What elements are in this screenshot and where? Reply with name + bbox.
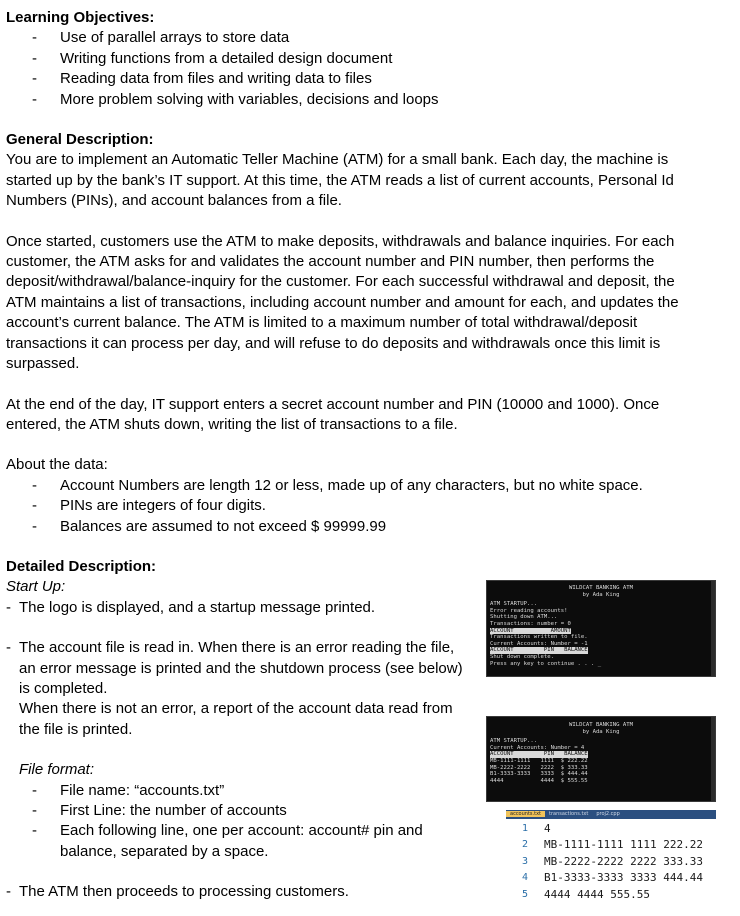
objectives-heading: Learning Objectives: (6, 9, 155, 26)
console-success-screenshot (486, 716, 716, 802)
detailed-heading: Detailed Description: (6, 557, 157, 575)
about-item: - PINs are integers of four digits. (32, 497, 266, 515)
console-line: Transactions written to file. (490, 634, 588, 641)
startup-subheading: Start Up: (6, 578, 66, 596)
console-line: Transactions: number = 0 (490, 620, 571, 627)
console-line: ACCOUNT PIN BALANCE (490, 647, 588, 654)
editor-line: 4 B1-3333-3333 3333 444.44 (521, 871, 703, 885)
console-line: ATM STARTUP... (490, 601, 538, 608)
startup-bullet-logo: - The logo is displayed, and a startup message printed. (6, 598, 376, 616)
editor-line: 5 4444 4444 555.55 (521, 887, 650, 901)
file-format-subheading: File format: (19, 761, 95, 779)
file-format-item: - First Line: the number of accounts (32, 802, 287, 819)
console-title: WILDCAT BANKING ATM (569, 585, 633, 591)
console-line: MB-2222-2222 2222 $ 333.33 (490, 764, 588, 771)
console-line: Error reading accounts! (490, 607, 568, 614)
editor-line: 3 MB-2222-2222 2222 333.33 (521, 854, 703, 868)
console-scrollbar (711, 581, 715, 676)
console-line: Shut down complete. (490, 653, 554, 660)
console-line: ACCOUNT AMOUNT (490, 627, 571, 634)
console-line: 4444 4444 $ 555.55 (490, 777, 588, 784)
console-line: Current Accounts: Number = 4 (490, 744, 585, 751)
console-line: Shutting down ATM... (490, 614, 558, 621)
general-heading: General Description: (6, 131, 154, 149)
console-line: Current Accounts: Number = -1 (490, 640, 588, 647)
about-item: - Balances are assumed to not exceed $ 99999.99 (32, 517, 387, 535)
general-paragraph-2: Once started, customers use the ATM to make deposits, withdrawals and balance inquiries. For each customer, the ATM asks for and validates the account number and PIN number, then performs the deposit/withdrawal/balance-inquiry for the customer. For each successful withdrawal and deposit, the ATM maintains a list of transactions, including account number and amount for each, and updates the account’s current balance. The ATM is limited to a maximum number of total withdrawal/deposit transactions it can process per day, and will refuse to do deposits and withdrawals once this limit is surpassed. (6, 232, 679, 373)
editor-line: 2 MB-1111-1111 1111 222.22 (521, 838, 703, 852)
objective-item: - Reading data from files and writing data to files (32, 70, 372, 88)
console-scrollbar (711, 717, 715, 801)
objective-item: - Use of parallel arrays to store data (32, 29, 290, 47)
startup-bullet-account-file: - The account file is read in. When there is an error reading the file, an error message is printed and the shutdown process (see below) is completed. When there is not an error, a report of the account data read from the file is printed. (6, 639, 463, 738)
console-subtitle: by Ada King (582, 728, 620, 735)
about-heading: About the data: (6, 456, 108, 474)
console-line: Press any key to continue . . . _ (490, 660, 602, 667)
about-item: - Account Numbers are length 12 or less, made up of any characters, but no white space. (32, 476, 643, 494)
editor-tab-bar (506, 810, 716, 819)
console-line: MB-1111-1111 1111 $ 222.22 (490, 757, 588, 764)
tab-proj2-cpp[interactable]: proj2.cpp (596, 811, 620, 817)
console-line: ACCOUNT PIN BALANCE (490, 751, 588, 758)
console-error-screenshot (486, 580, 716, 677)
console-line: ATM STARTUP... (490, 738, 538, 745)
console-title: WILDCAT BANKING ATM (569, 722, 633, 728)
general-paragraph-3: At the end of the day, IT support enters a secret account number and PIN (10000 and 1000). Once entered, the ATM shuts down, writing the list of transactions to a file. (6, 395, 660, 433)
startup-bullet-processing: - The ATM then proceeds to processing customers. (6, 883, 349, 901)
objective-item: - Writing functions from a detailed design document (32, 49, 393, 67)
objective-item: - More problem solving with variables, decisions and loops (32, 90, 439, 108)
tab-transactions-txt[interactable]: transactions.txt (549, 811, 589, 817)
file-format-item: - File name: “accounts.txt” (32, 781, 225, 799)
editor-accounts-file (506, 810, 716, 908)
editor-line: 1 4 (521, 822, 551, 835)
file-format-item: - Each following line, one per account: account# pin and balance, separated by a space. (32, 822, 423, 860)
console-subtitle: by Ada King (582, 591, 620, 598)
general-paragraph-1: You are to implement an Automatic Teller Machine (ATM) for a small bank. Each day, the machine is started up by the bank’s IT support. At this time, the ATM reads a list of current accounts, Personal Id Numbers (PINs), and account balances from a file. (6, 151, 674, 210)
console-line: B1-3333-3333 3333 $ 444.44 (490, 771, 588, 778)
tab-accounts-txt[interactable]: accounts.txt (506, 811, 545, 817)
